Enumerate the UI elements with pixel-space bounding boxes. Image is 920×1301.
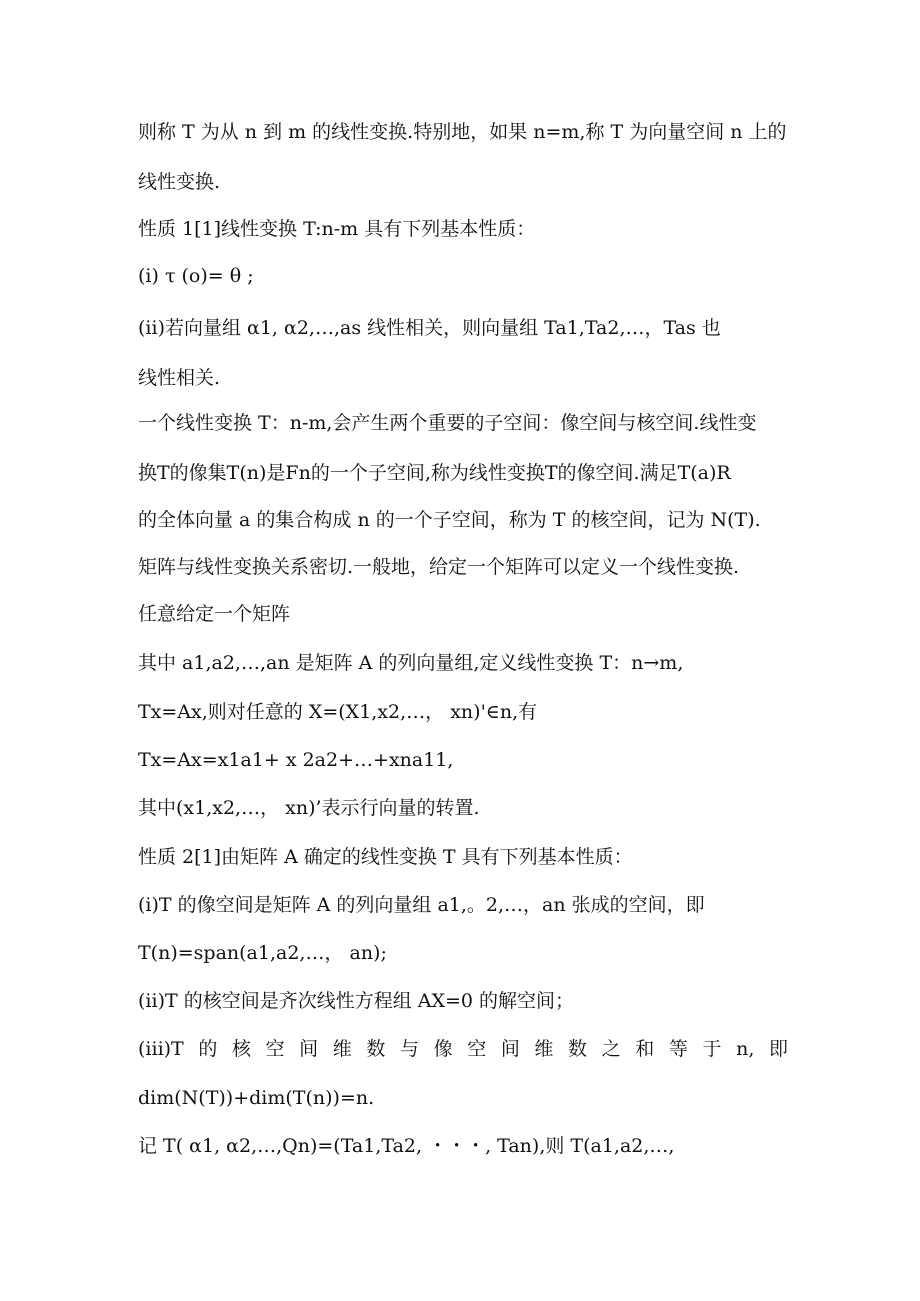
token: 间 [299,1038,319,1060]
token: 数 [568,1038,588,1060]
text-line-22: 记 T( α1, α2,…,Qn)=(Ta1,Ta2, ・・・, Tan),则 T(a1,a2,…, [138,1135,675,1157]
token: 的 [198,1038,218,1060]
text-line-6: 线性相关. [138,367,221,389]
text-line-9: 的全体向量 a 的集合构成 n 的一个子空间，称为 T 的核空间，记为 N(T). [138,509,761,531]
token: 之 [601,1038,621,1060]
text-line-15: 其中(x1,x2,…， xn)’表示行向量的转置. [138,797,480,819]
text-line-13: Tx=Ax,则对任意的 X=(X1,x2,…， xn)'∈n,有 [138,701,538,723]
text-line-3: 性质 1[1]线性变换 T:n-m 具有下列基本性质： [138,218,536,240]
text-line-2: 线性变换. [138,171,221,193]
text-line-7: 一个线性变换 T：n-m,会产生两个重要的子空间：像空间与核空间.线性变 [138,412,757,434]
token: n, [736,1038,755,1060]
token: 与 [399,1038,419,1060]
text-line-21: dim(N(T))+dim(T(n))=n. [138,1087,375,1109]
token: (iii)T [138,1038,184,1060]
text-line-1: 则称 T 为从 n 到 m 的线性变换.特别地，如果 n=m,称 T 为向量空间 n 上的 [138,121,787,143]
text-line-14: Tx=Ax=x1a1+ x 2a2+…+xna11, [138,749,454,771]
text-line-20-justified [138,1037,788,1061]
token: 间 [500,1038,520,1060]
token: 空 [265,1038,285,1060]
token: 等 [668,1038,688,1060]
text-line-11: 任意给定一个矩阵 [138,603,291,625]
token: 维 [332,1038,352,1060]
text-line-12: 其中 a1,a2,…,an 是矩阵 A 的列向量组,定义线性变换 T：n→m, [138,652,684,674]
token: 数 [366,1038,386,1060]
text-line-19: (ii)T 的核空间是齐次线性方程组 AX=0 的解空间； [138,990,575,1012]
text-line-16: 性质 2[1]由矩阵 A 确定的线性变换 T 具有下列基本性质： [138,846,633,868]
text-line-17: (i)T 的像空间是矩阵 A 的列向量组 a1,。2,…，an 张成的空间，即 [138,894,705,916]
text-line-18: T(n)=span(a1,a2,…， an); [138,942,387,964]
token: 像 [433,1038,453,1060]
text-line-10: 矩阵与线性变换关系密切.一般地，给定一个矩阵可以定义一个线性变换. [138,556,740,578]
token: 和 [635,1038,655,1060]
token: 即 [768,1038,788,1060]
text-line-4: (i) τ (o)= θ ; [138,265,254,287]
text-line-8: 换T的像集T(n)是Fn的一个子空间,称为线性变换T的像空间.满足T(a)R [138,462,731,484]
token: 维 [534,1038,554,1060]
token: 核 [231,1038,251,1060]
text-line-5: (ii)若向量组 α1, α2,…,as 线性相关，则向量组 Ta1,Ta2,…，Tas 也 [138,317,721,339]
token: 空 [467,1038,487,1060]
token: 于 [702,1038,722,1060]
